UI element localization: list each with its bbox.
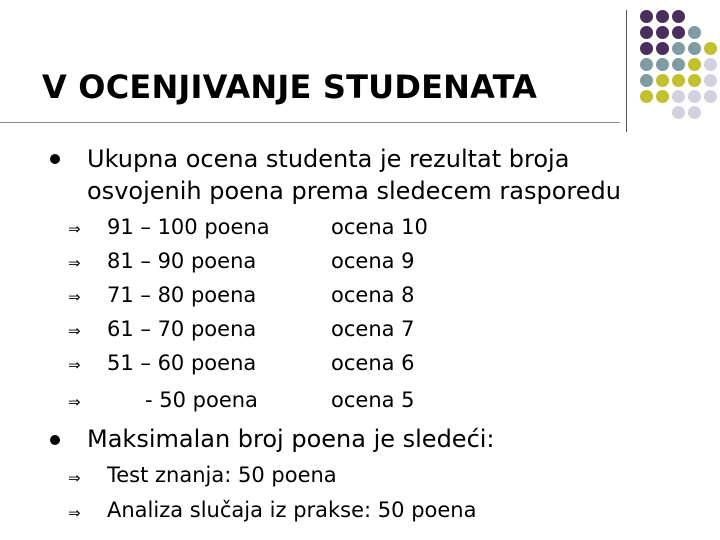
range-text: 81 – 90 poena [107,249,257,273]
grade-text: ocena 7 [331,317,415,341]
grade-text: ocena 6 [331,351,415,375]
double-right-arrow-icon: ⇒ [68,504,81,522]
dot [688,42,701,55]
vertical-divider [626,10,627,132]
dot [656,74,669,87]
grade-text: ocena 9 [331,249,415,273]
dot [672,74,685,87]
grade-text: ocena 8 [331,283,415,307]
bullet1-line1: Ukupna ocena studenta je rezultat broja [87,145,570,173]
title-underline [0,122,620,123]
bullet1-line2: osvojenih poena prema sledecem rasporedu [87,177,621,205]
dot [640,90,653,103]
grade-text: ocena 5 [331,388,415,412]
bullet2-text: Maksimalan broj poena je sledeći: [87,425,495,453]
dot [704,58,717,71]
range-text: - 50 poena [145,388,258,412]
dot [704,74,717,87]
dot [656,10,669,23]
double-right-arrow-icon: ⇒ [68,220,81,238]
bullet-dot [50,154,60,164]
dot [656,26,669,39]
max-points-item: Test znanja: 50 poena [107,463,337,487]
dot [688,74,701,87]
dot [672,42,685,55]
dot [656,90,669,103]
range-text: 61 – 70 poena [107,317,257,341]
double-right-arrow-icon: ⇒ [68,254,81,272]
grade-text: ocena 10 [331,215,428,239]
decorative-dot-grid [640,10,718,122]
dot [640,58,653,71]
double-right-arrow-icon: ⇒ [68,322,81,340]
dot [640,26,653,39]
dot [640,10,653,23]
dot [688,26,701,39]
max-points-item: Analiza slučaja iz prakse: 50 poena [107,498,477,522]
dot [688,58,701,71]
dot [640,42,653,55]
dot [656,58,669,71]
double-right-arrow-icon: ⇒ [68,469,81,487]
dot [672,26,685,39]
dot [688,106,701,119]
dot [704,42,717,55]
dot [672,106,685,119]
double-right-arrow-icon: ⇒ [68,288,81,306]
bullet-dot [50,435,60,445]
range-text: 51 – 60 poena [107,351,257,375]
range-text: 91 – 100 poena [107,215,270,239]
dot [672,58,685,71]
dot [672,90,685,103]
dot [656,42,669,55]
double-right-arrow-icon: ⇒ [68,356,81,374]
dot [688,90,701,103]
range-text: 71 – 80 poena [107,283,257,307]
dot [672,10,685,23]
dot [640,74,653,87]
slide-title: V OCENJIVANJE STUDENATA [42,68,538,106]
dot [704,90,717,103]
double-right-arrow-icon: ⇒ [68,393,81,411]
